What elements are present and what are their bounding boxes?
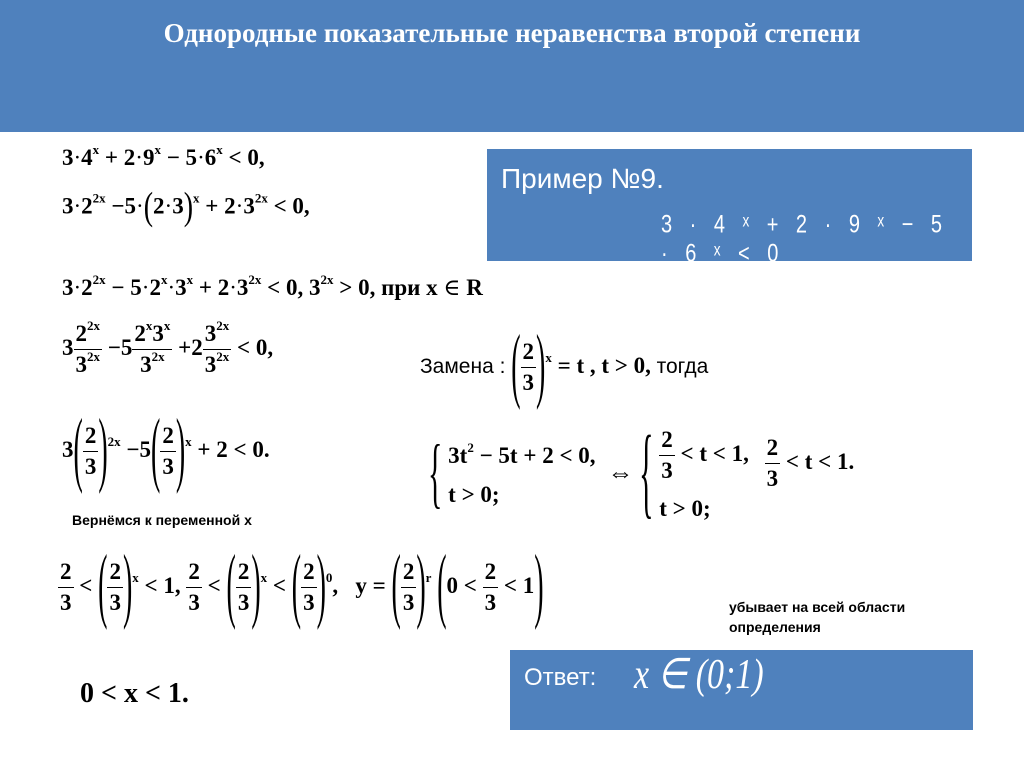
slide-title: Однородные показательные неравенства второй степени <box>163 18 861 48</box>
example-title: Пример №9. <box>501 163 664 194</box>
equation-line-4: 3 $\frac{2^{2x}}{3^{2x}}$ −5 $\frac{2^x3^x}{3^{2x}}$ +2 $\frac{3^{2x}}{3^{2x}}$ < 0, <box>62 318 274 378</box>
note-return-variable: Вернёмся к переменной x <box>72 512 252 528</box>
note-decreasing-line1: убывает на всей области <box>729 599 906 615</box>
equation-line-3: $3\cdot 2^{2x} - 5\cdot 2^x\cdot 3^x + 2\cdot 3^{2x} < 0$, $3^{2x} > 0$, при x ∈ R <box>62 272 483 300</box>
example-formula: 3 · 4 ˣ + 2 · 9 ˣ − 5 · 6 ˣ < 0 <box>661 211 948 268</box>
substitution-label: Замена : <box>420 354 506 378</box>
equation-line-6: $\frac{2}{3}$ < ( $\frac{2}{3}$ )$^x$ < 1, $\frac{2}{3}$ < ( $\frac{2}{3}$ )$^x$ < ( $\frac{2}{3}$ )$^0$, y = ( $\frac{2}{3}$ )$^r$ (0 < $\frac{2}{3}$ < 1) <box>60 539 544 633</box>
substitution: Замена : ( $\frac{2}{3}$ )$^x$ = t , t > 0, тогда <box>420 319 709 413</box>
note-decreasing <box>729 597 905 638</box>
title-bar <box>0 0 1024 132</box>
answer-label: Ответ: <box>524 664 597 691</box>
equation-line-1: $3\cdot 4^x + 2\cdot 9^x - 5\cdot 6^x < 0$, <box>62 142 265 170</box>
final-inequality: 0 < x < 1. <box>80 678 189 709</box>
example-box <box>487 149 972 268</box>
equation-line-2: $3\cdot 2^{2x} -5\cdot(2\cdot 3)^x + 2\cdot 3^{2x} < 0$, <box>62 185 310 229</box>
equation-line-5: 3( $\frac{2}{3}$ )$^{2x}$ −5( $\frac{2}{3}$ )$^x$ + 2 < 0. <box>62 403 270 497</box>
system-left: { $3t^2 - 5t + 2 < 0$, t > 0; ⇔ { $\frac{2}{3}$ < t < 1, t > 0; $\frac{2}{3}$ < t < 1. <box>428 417 855 530</box>
note-decreasing-line2: определения <box>729 619 821 636</box>
answer-box <box>510 650 973 730</box>
answer-value: x ∈ (0;1) <box>634 651 764 698</box>
